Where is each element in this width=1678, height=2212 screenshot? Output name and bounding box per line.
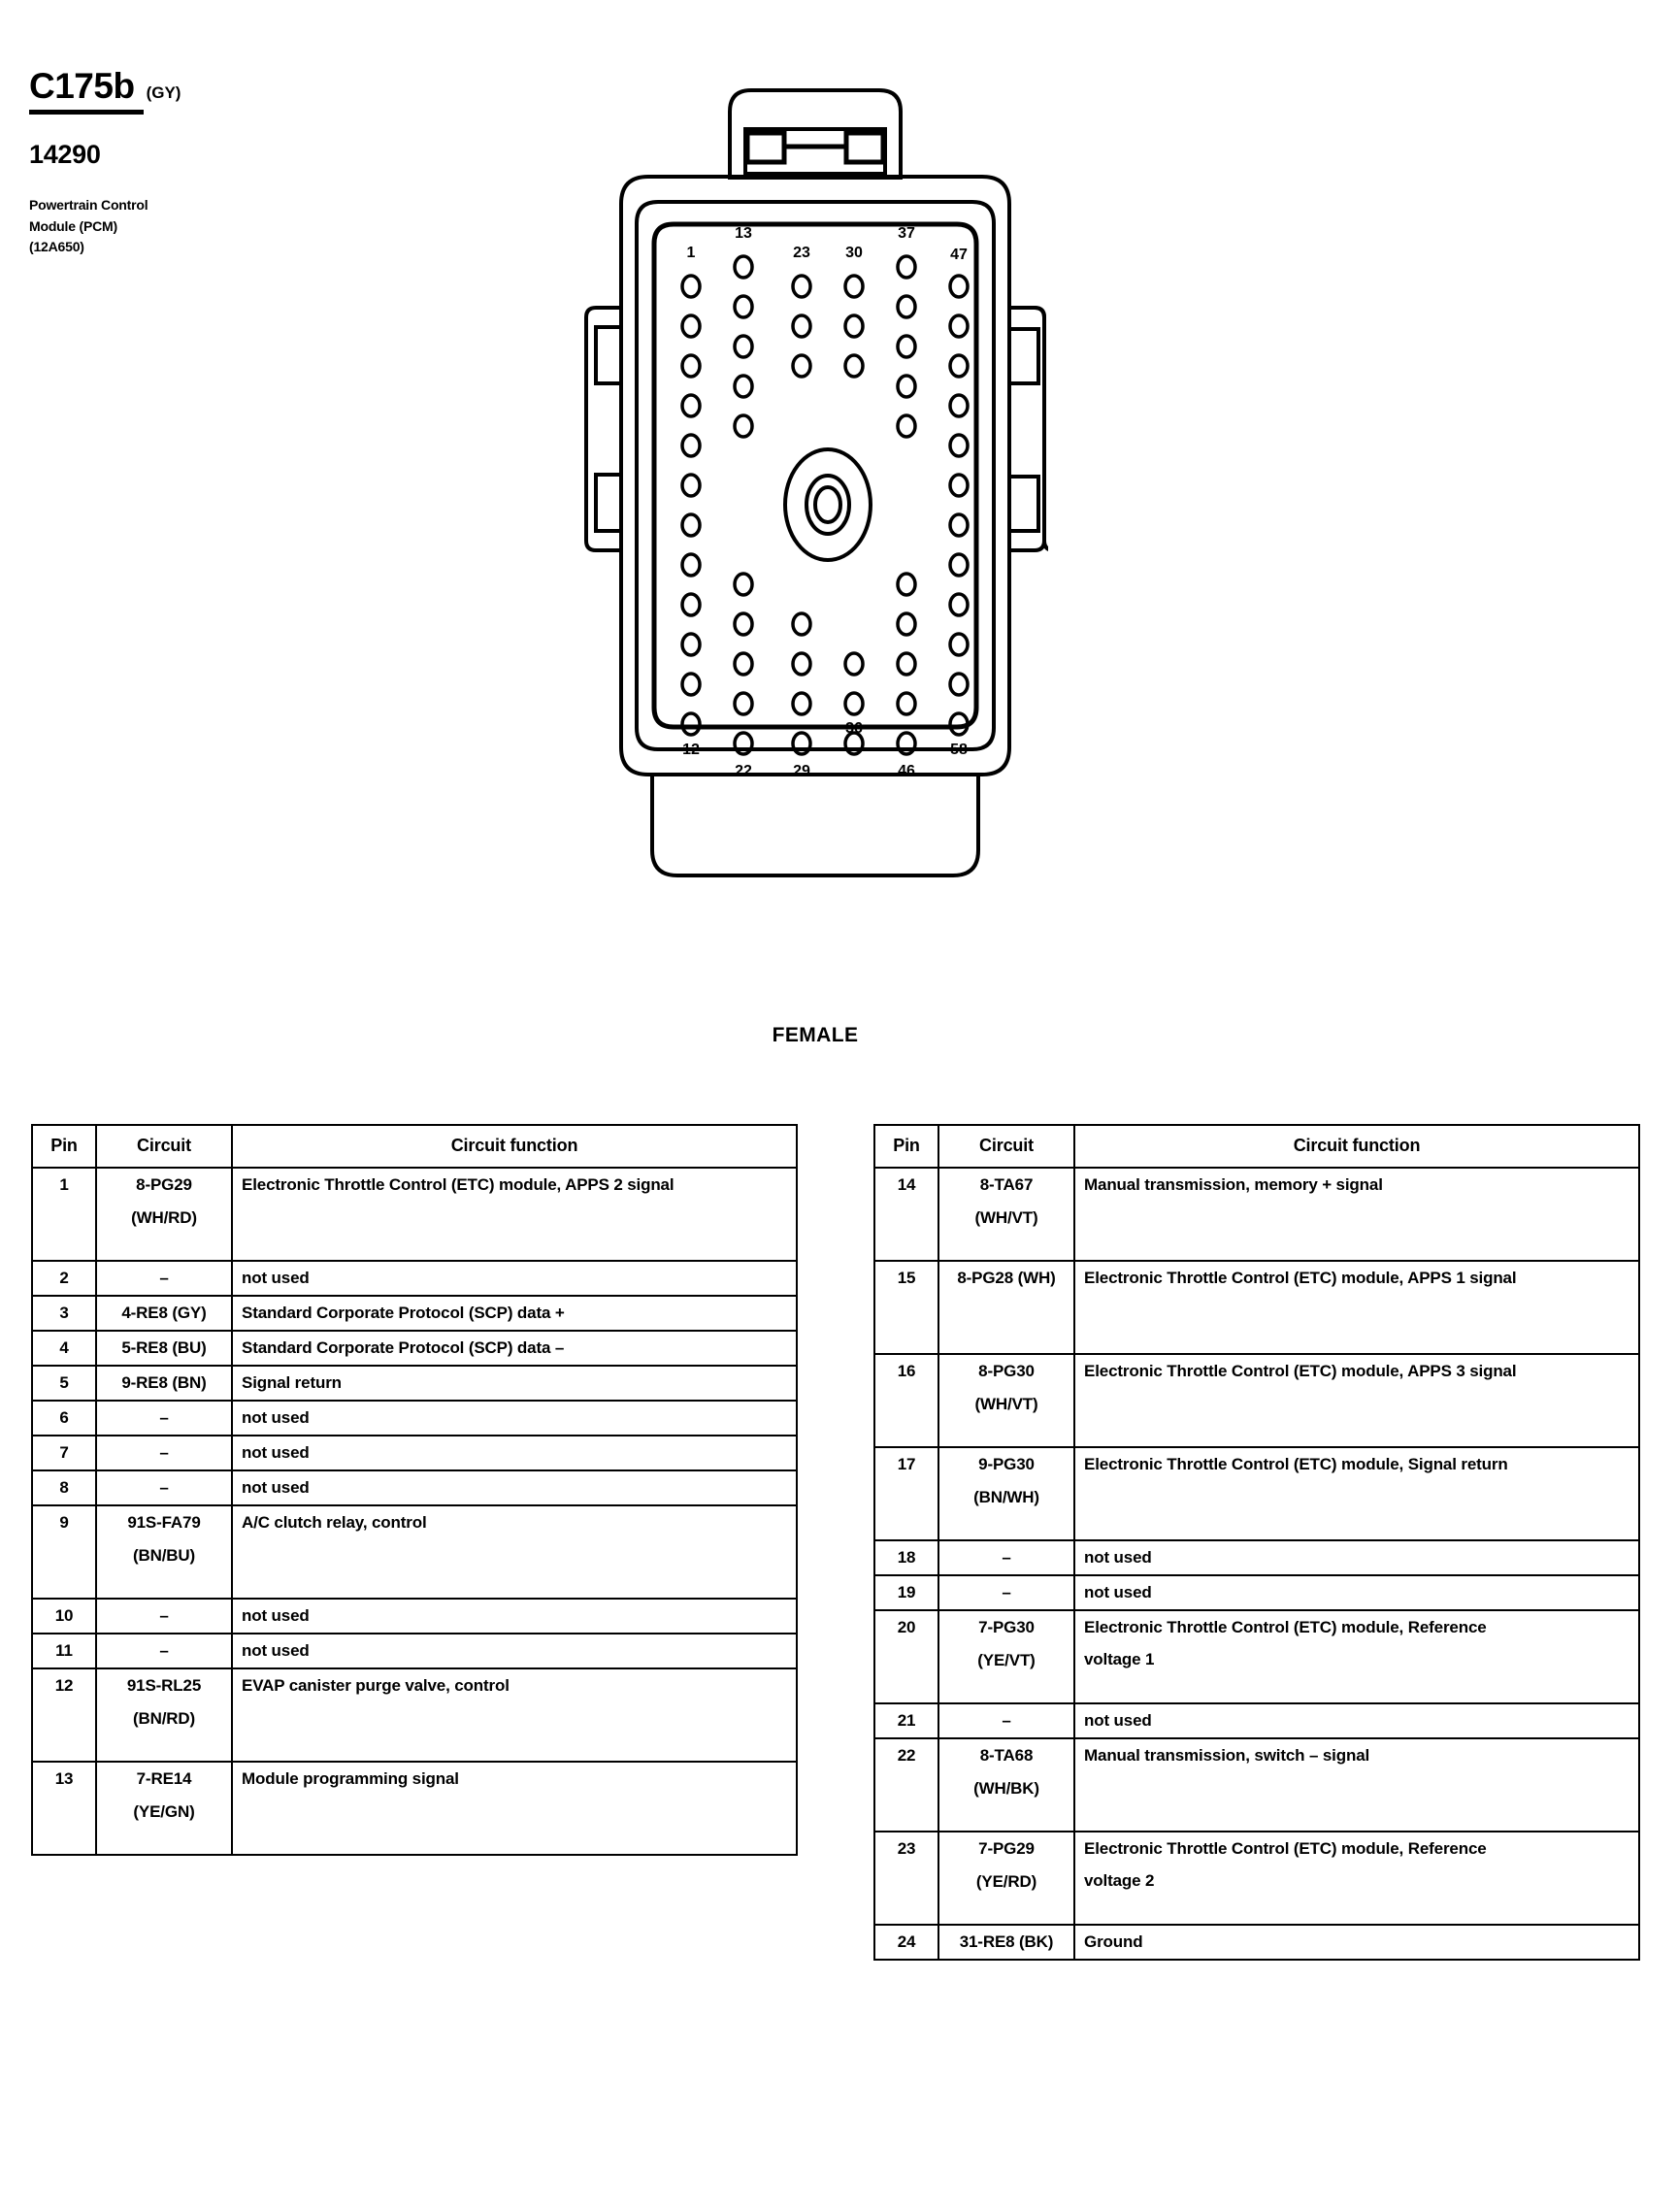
cell-circuit: –	[96, 1436, 232, 1470]
cell-circuit-function: Electronic Throttle Control (ETC) module, APPS 2 signal	[232, 1168, 797, 1261]
circuit-wire-color: (BN/WH)	[973, 1488, 1039, 1506]
cell-pin: 6	[32, 1401, 96, 1436]
column-header-circuit: Circuit	[938, 1125, 1074, 1168]
cell-circuit: –	[96, 1470, 232, 1505]
pin-hole-grid	[682, 256, 968, 754]
cell-circuit: 8-TA67 (WH/VT)	[938, 1168, 1074, 1261]
connector-id-row	[29, 68, 320, 104]
connector-id: C175b	[29, 66, 135, 106]
connector-view-label: FEMALE	[772, 1024, 859, 1046]
pin-table-left-body	[32, 1168, 797, 1855]
cell-circuit-function: not used	[1074, 1575, 1639, 1610]
pin-table-left	[31, 1124, 798, 1856]
pin-label-bottom-36: 36	[845, 720, 863, 737]
connector-skirt	[652, 775, 978, 875]
cell-circuit-function: Standard Corporate Protocol (SCP) data +	[232, 1296, 797, 1331]
table-row	[32, 1634, 797, 1668]
cell-circuit-function: Manual transmission, switch – signal	[1074, 1738, 1639, 1832]
pin-label-bottom-22: 22	[735, 763, 752, 779]
cell-circuit: 91S-FA79 (BN/BU)	[96, 1505, 232, 1599]
table-row	[874, 1610, 1639, 1703]
table-row	[32, 1296, 797, 1331]
table-row	[32, 1762, 797, 1855]
table-row	[32, 1436, 797, 1470]
cell-pin: 1	[32, 1168, 96, 1261]
cell-circuit: 5-RE8 (BU)	[96, 1331, 232, 1366]
cell-pin: 11	[32, 1634, 96, 1668]
cell-circuit: 8-PG28 (WH)	[938, 1261, 1074, 1354]
cell-pin: 3	[32, 1296, 96, 1331]
table-row	[32, 1366, 797, 1401]
table-row	[32, 1599, 797, 1634]
cell-circuit: 8-PG29 (WH/RD)	[96, 1168, 232, 1261]
cell-pin: 12	[32, 1668, 96, 1762]
pin-label-top-13: 13	[735, 225, 752, 242]
cell-pin: 10	[32, 1599, 96, 1634]
cell-circuit-function: Electronic Throttle Control (ETC) module, Reference voltage 2	[1074, 1832, 1639, 1925]
cell-circuit: –	[96, 1401, 232, 1436]
description-line-2: Module (PCM)	[29, 217, 117, 234]
table-row	[32, 1168, 797, 1261]
connector-cavity	[654, 224, 976, 727]
cell-pin: 9	[32, 1505, 96, 1599]
cell-pin: 18	[874, 1540, 938, 1575]
cell-circuit: 4-RE8 (GY)	[96, 1296, 232, 1331]
cell-circuit: 9-RE8 (BN)	[96, 1366, 232, 1401]
cell-circuit-function: not used	[1074, 1540, 1639, 1575]
connector-header	[29, 68, 320, 258]
table-row	[874, 1354, 1639, 1447]
cell-circuit-function: A/C clutch relay, control	[232, 1505, 797, 1599]
cell-circuit: 8-TA68 (WH/BK)	[938, 1738, 1074, 1832]
column-header-pin: Pin	[874, 1125, 938, 1168]
cell-circuit-function: not used	[232, 1261, 797, 1296]
pin-label-top-1: 1	[686, 245, 696, 261]
pin-label-top-37: 37	[898, 225, 915, 242]
cell-circuit: 91S-RL25 (BN/RD)	[96, 1668, 232, 1762]
cell-pin: 20	[874, 1610, 938, 1703]
cell-pin: 8	[32, 1470, 96, 1505]
cell-circuit-function: Electronic Throttle Control (ETC) module, Reference voltage 1	[1074, 1610, 1639, 1703]
cell-circuit: 9-PG30 (BN/WH)	[938, 1447, 1074, 1540]
cell-circuit: 7-PG29 (YE/RD)	[938, 1832, 1074, 1925]
cell-pin: 22	[874, 1738, 938, 1832]
table-row	[874, 1540, 1639, 1575]
latch-detail	[747, 133, 883, 162]
circuit-function-line-2: voltage 2	[1084, 1871, 1155, 1890]
table-row	[874, 1832, 1639, 1925]
circuit-wire-color: (YE/VT)	[977, 1651, 1036, 1669]
connector-description	[29, 195, 320, 258]
table-header-row	[32, 1125, 797, 1168]
cell-pin: 5	[32, 1366, 96, 1401]
table-header-row	[874, 1125, 1639, 1168]
circuit-wire-color: (BN/BU)	[132, 1546, 196, 1565]
table-row	[874, 1261, 1639, 1354]
cell-circuit-function: Module programming signal	[232, 1762, 797, 1855]
circuit-wire-color: (WH/VT)	[974, 1395, 1038, 1413]
cell-pin: 19	[874, 1575, 938, 1610]
table-row	[32, 1505, 797, 1599]
table-row	[32, 1261, 797, 1296]
circuit-wire-color: (BN/RD)	[132, 1709, 196, 1728]
right-locking-tab	[1009, 308, 1048, 550]
cell-circuit: –	[938, 1575, 1074, 1610]
table-row	[32, 1470, 797, 1505]
cell-circuit: –	[938, 1540, 1074, 1575]
description-line-3: (12A650)	[29, 239, 84, 255]
cell-circuit-function: Standard Corporate Protocol (SCP) data –	[232, 1331, 797, 1366]
pin-label-top-23: 23	[793, 245, 810, 261]
table-row	[874, 1925, 1639, 1960]
circuit-wire-color: (WH/RD)	[131, 1208, 197, 1227]
cell-circuit: –	[96, 1599, 232, 1634]
cell-circuit: 7-PG30 (YE/VT)	[938, 1610, 1074, 1703]
cell-circuit-function: not used	[232, 1436, 797, 1470]
table-row	[32, 1401, 797, 1436]
left-locking-tab	[586, 308, 621, 550]
pin-label-bottom-12: 12	[682, 742, 700, 758]
pin-label-bottom-58: 58	[950, 742, 968, 758]
pin-label-bottom-29: 29	[793, 763, 810, 779]
cell-pin: 17	[874, 1447, 938, 1540]
pin-label-top-47: 47	[950, 247, 968, 263]
cell-circuit-function: EVAP canister purge valve, control	[232, 1668, 797, 1762]
connector-part-number: 14290	[29, 140, 101, 169]
pin-label-bottom-46: 46	[898, 763, 915, 779]
cell-circuit-function: not used	[232, 1599, 797, 1634]
pin-label-top-30: 30	[845, 245, 863, 261]
cell-pin: 24	[874, 1925, 938, 1960]
cell-circuit-function: not used	[1074, 1703, 1639, 1738]
cell-pin: 14	[874, 1168, 938, 1261]
cell-circuit-function: not used	[232, 1401, 797, 1436]
cell-circuit-function: Manual transmission, memory + signal	[1074, 1168, 1639, 1261]
cell-circuit-function: not used	[232, 1634, 797, 1668]
connector-svg	[582, 53, 1048, 1034]
cell-pin: 2	[32, 1261, 96, 1296]
circuit-wire-color: (WH/VT)	[974, 1208, 1038, 1227]
cell-circuit: –	[96, 1634, 232, 1668]
connector-diagram	[582, 53, 1048, 1034]
cell-circuit-function: Ground	[1074, 1925, 1639, 1960]
table-row	[32, 1668, 797, 1762]
pin-table-right-body	[874, 1168, 1639, 1960]
table-row	[874, 1168, 1639, 1261]
cell-pin: 13	[32, 1762, 96, 1855]
cell-pin: 21	[874, 1703, 938, 1738]
connector-color-code: (GY)	[146, 83, 181, 102]
pin-number-labels	[682, 225, 968, 779]
table-row	[32, 1331, 797, 1366]
cell-circuit-function: Electronic Throttle Control (ETC) module, APPS 1 signal	[1074, 1261, 1639, 1354]
circuit-wire-color: (WH/BK)	[973, 1779, 1039, 1798]
cell-pin: 7	[32, 1436, 96, 1470]
cell-circuit: –	[938, 1703, 1074, 1738]
table-row	[874, 1447, 1639, 1540]
column-header-circuit: Circuit	[96, 1125, 232, 1168]
cell-circuit-function: Signal return	[232, 1366, 797, 1401]
description-line-1: Powertrain Control	[29, 197, 148, 213]
table-row	[874, 1575, 1639, 1610]
column-header-pin: Pin	[32, 1125, 96, 1168]
cell-circuit-function: not used	[232, 1470, 797, 1505]
cell-pin: 4	[32, 1331, 96, 1366]
cell-pin: 16	[874, 1354, 938, 1447]
cell-pin: 23	[874, 1832, 938, 1925]
column-header-circuit-function: Circuit function	[1074, 1125, 1639, 1168]
center-keyway-icon	[785, 449, 871, 560]
cell-circuit-function: Electronic Throttle Control (ETC) module, APPS 3 signal	[1074, 1354, 1639, 1447]
circuit-wire-color: (YE/GN)	[133, 1802, 195, 1821]
table-row	[874, 1703, 1639, 1738]
column-header-circuit-function: Circuit function	[232, 1125, 797, 1168]
circuit-function-line-2: voltage 1	[1084, 1650, 1155, 1668]
circuit-wire-color: (YE/RD)	[975, 1872, 1037, 1891]
cell-circuit-function: Electronic Throttle Control (ETC) module, Signal return	[1074, 1447, 1639, 1540]
cell-circuit: 31-RE8 (BK)	[938, 1925, 1074, 1960]
table-row	[874, 1738, 1639, 1832]
header-underline	[29, 110, 144, 115]
cell-circuit: 8-PG30 (WH/VT)	[938, 1354, 1074, 1447]
cell-circuit: 7-RE14 (YE/GN)	[96, 1762, 232, 1855]
cell-pin: 15	[874, 1261, 938, 1354]
pin-table-right	[873, 1124, 1640, 1961]
cell-circuit: –	[96, 1261, 232, 1296]
